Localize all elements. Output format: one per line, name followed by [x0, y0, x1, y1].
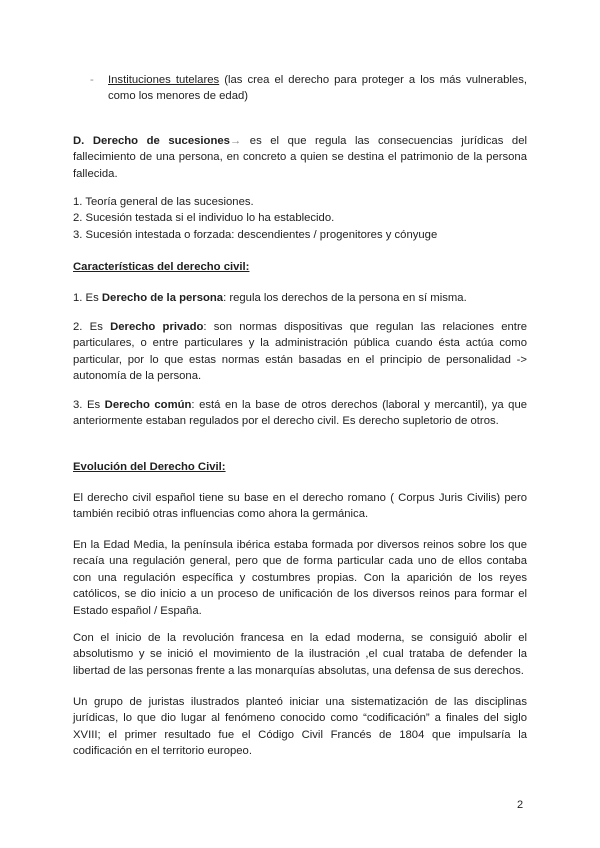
item-prefix: 3. Es	[73, 399, 105, 411]
item-prefix: 1. Es	[73, 292, 102, 304]
sucesiones-list	[73, 194, 527, 243]
evolucion-paragraph-3: Con el inicio de la revolución francesa en la edad moderna, se consiguió abolir el absolutismo y se inició el movimiento de la ilustración ,el cual trataba de defender la libertad de las personas frente a las monarquías absolutas, una defensa de sus derechos.	[73, 632, 527, 677]
evolucion-heading: Evolución del Derecho Civil:	[73, 461, 226, 473]
bullet-marker: -	[90, 74, 94, 86]
item-bold: Derecho privado	[110, 321, 204, 333]
item-bold: Derecho de la persona	[101, 292, 224, 304]
item-text: : está en la base de otros derechos (laboral y mercantil), ya que anteriormente estaban regulados por el derecho civil. Es derecho supletorio de otros.	[73, 399, 528, 428]
evolucion-paragraph-4: Un grupo de juristas ilustrados planteó iniciar una sistematización de las disciplinas jurídicas, lo que dio lugar al fenómeno conocido como “codificación” a finales del siglo XVIII; el primer resultado fue el Código Civil Francés de 1804 que impulsaría la codificación en el territorio europeo.	[73, 696, 527, 758]
instituciones-tutelares-link: Instituciones tutelares	[108, 74, 220, 86]
item-text: : son normas dispositivas que regulan las relaciones entre particulares, o entre particulares y la administración pública cuando ésta actúa como particular, por lo que estas normas están basadas en el principio de personalidad -> autonomía de la persona.	[73, 321, 527, 383]
item-prefix: 2. Es	[73, 321, 111, 333]
caracteristicas-heading: Características del derecho civil:	[73, 261, 250, 273]
caracteristica-item-1	[73, 290, 527, 306]
caracteristica-item-3	[73, 397, 527, 430]
page-number: 2	[517, 799, 524, 811]
arrow-icon: →	[229, 135, 242, 147]
evolucion-paragraph-1: El derecho civil español tiene su base en el derecho romano ( Corpus Juris Civilis) pero también recibió otras influencias como ahora la germánica.	[73, 492, 527, 521]
list-item: 3. Sucesión intestada o forzada: descendientes / progenitores y cónyuge	[73, 228, 438, 241]
evolucion-paragraph-2: En la Edad Media, la península ibérica estaba formada por diversos reinos sobre los que recaía una regulación general, pero que de forma particular cada uno de ellos contaba con una regulación específica y costumbres propias. Con la aparición de los reyes católicos, se dio inicio a un proceso de unificación de los diversos reinos para formar el Estado español / España.	[73, 539, 527, 617]
list-item: 1. Teoría general de las sucesiones.	[73, 196, 254, 208]
list-item: 2. Sucesión testada si el individuo lo ha establecido.	[73, 212, 335, 225]
item-bold: Derecho común	[104, 399, 192, 411]
item-text: : regula los derechos de la persona en sí misma.	[223, 292, 467, 304]
caracteristica-item-2	[73, 319, 527, 385]
sucesiones-paragraph	[73, 133, 527, 182]
sucesiones-text: es el que regula las consecuencias jurídicas del fallecimiento de una persona, en concreto a quien se destina el patrimonio de la persona fallecida.	[73, 135, 528, 180]
sucesiones-title: D. Derecho de sucesiones	[73, 135, 230, 147]
bullet-text	[108, 72, 527, 105]
bullet-rest: (las crea el derecho para proteger a los más vulnerables, como los menores de edad)	[108, 74, 527, 103]
